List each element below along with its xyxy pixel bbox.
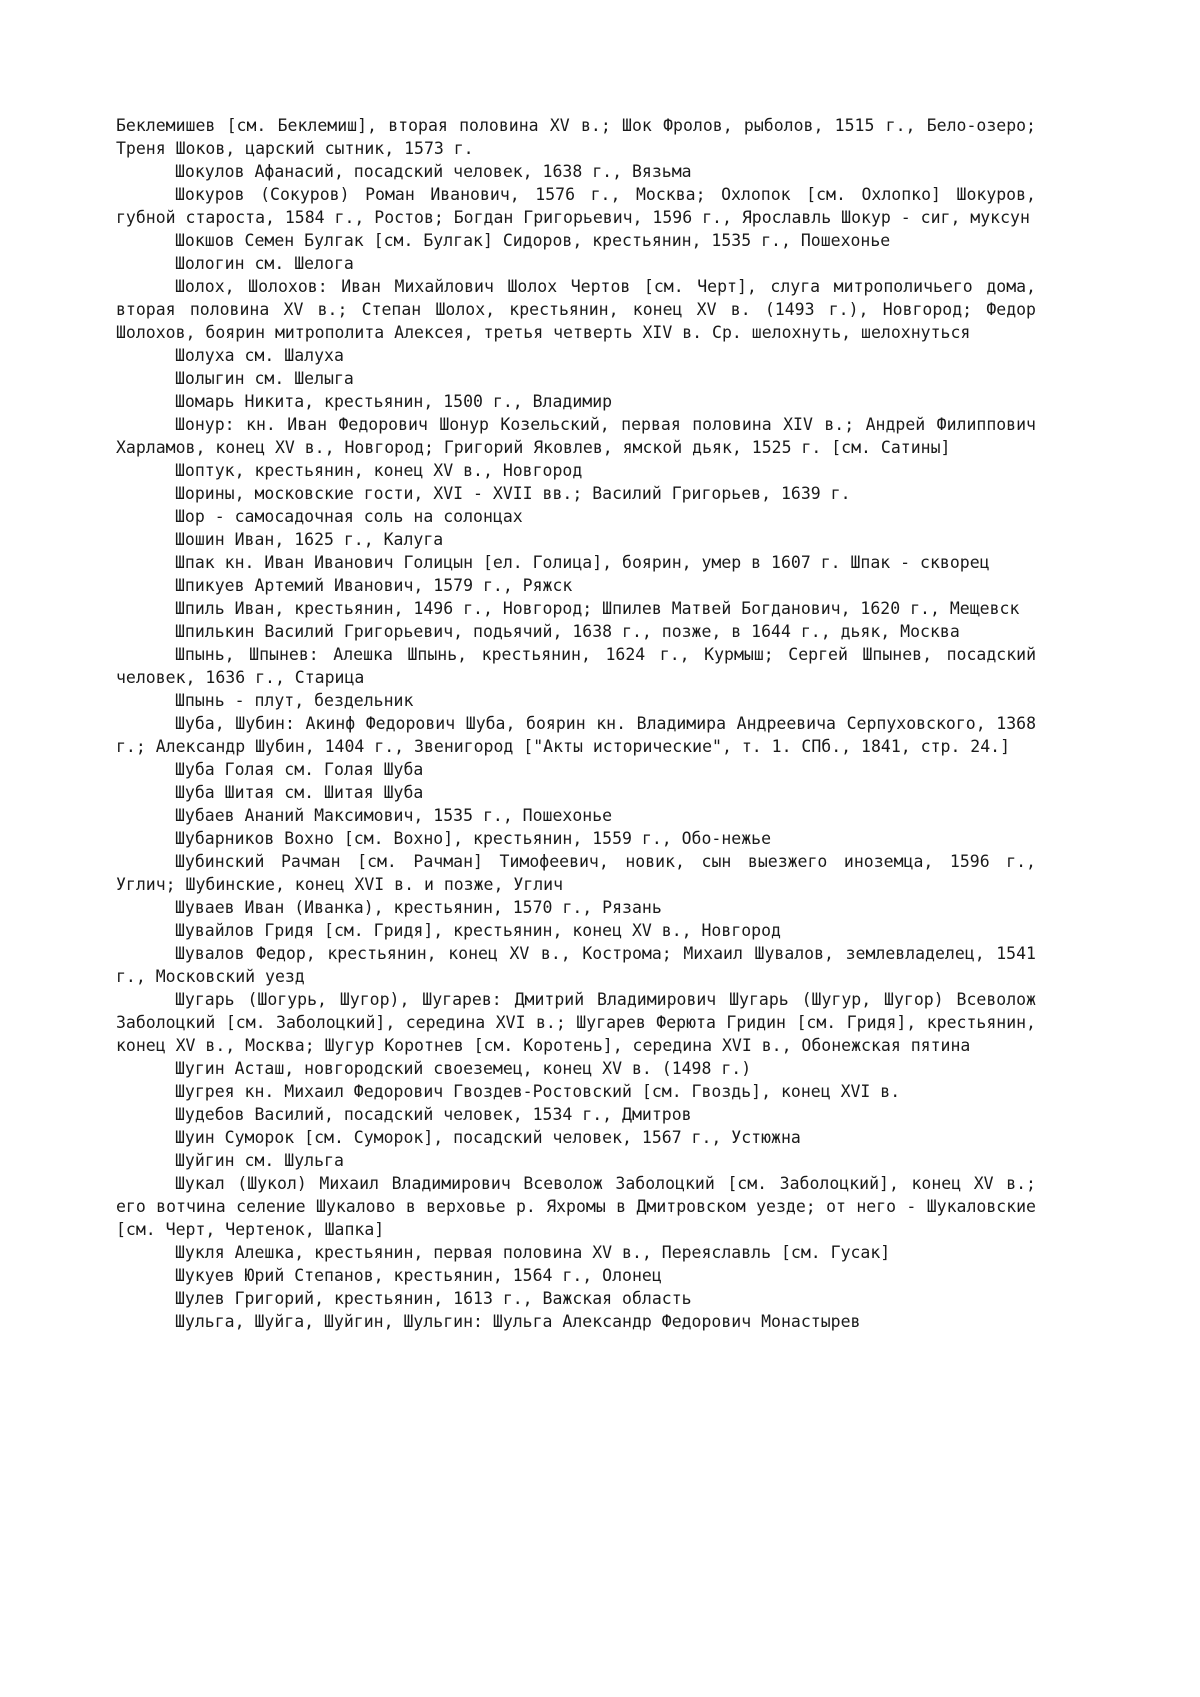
document-page xyxy=(116,114,1036,1333)
entry-text: Шпикуев Артемий Иванович, 1579 г., Ряжск xyxy=(175,576,573,595)
entry-text: Шулев Григорий, крестьянин, 1613 г., Важская область xyxy=(175,1289,692,1308)
entry-text: Шубарников Вохно [см. Вохно], крестьянин, 1559 г., Обо-нежье xyxy=(175,829,772,848)
entry-text: Шонур: кн. Иван Федорович Шонур Козельский, первая половина XIV в.; Андрей Филиппович Харламов, конец XV в., Новгород; Григорий Яковлев, ямской дьяк, 1525 г. [см. Сатины] xyxy=(116,415,1036,457)
entry-text: Шукля Алешка, крестьянин, первая половина XV в., Переяславль [см. Гусак] xyxy=(175,1243,891,1262)
entry-text: Шокуров (Сокуров) Роман Иванович, 1576 г., Москва; Охлопок [см. Охлопко] Шокуров, губной староста, 1584 г., Ростов; Богдан Григорьевич, 1596 г., Ярославль Шокур - сиг, муксун xyxy=(116,185,1036,227)
entry-text: Шолох, Шолохов: Иван Михайлович Шолох Чертов [см. Черт], слуга митрополичьего дома, вторая половина XV в.; Степан Шолох, крестьянин, конец XV в. (1493 г.), Новгород; Федор Шолохов, боярин митрополита Алексея, третья четверть XIV в. Ср. шелохнуть, шелохнуться xyxy=(116,277,1036,342)
entry-text: Шорины, московские гости, XVI - XVII вв.; Василий Григорьев, 1639 г. xyxy=(175,484,851,503)
entry-text: Шугин Асташ, новгородский своеземец, конец XV в. (1498 г.) xyxy=(175,1059,752,1078)
entry-text: Шуваев Иван (Иванка), крестьянин, 1570 г., Рязань xyxy=(175,898,662,917)
entry-text: Шуба, Шубин: Акинф Федорович Шуба, боярин кн. Владимира Андреевича Серпуховского, 1368 г.; Александр Шубин, 1404 г., Звенигород ["Акты исторические", т. 1. СПб., 1841, стр. 24.] xyxy=(116,714,1036,756)
entry-text: Шульга, Шуйга, Шуйгин, Шульгин: Шульга Александр Федорович Монастырев xyxy=(175,1312,861,1331)
entry-text: Шологин см. Шелога xyxy=(175,254,354,273)
entry-text: Шокулов Афанасий, посадский человек, 1638 г., Вязьма xyxy=(175,162,692,181)
entry-text: Шор - самосадочная соль на солонцах xyxy=(175,507,523,526)
entry-text: Шугарь (Шогурь, Шугор), Шугарев: Дмитрий Владимирович Шугарь (Шугур, Шугор) Всеволож Заболоцкий [см. Заболоцкий], середина XVI в.; Шугарев Ферюта Гридин [см. Гридя], крестьянин, конец XV в., Москва; Шугур Коротнев [см. Коротень], середина XVI в., Обонежская пятина xyxy=(116,990,1036,1055)
entry-text: Шоптук, крестьянин, конец XV в., Новгород xyxy=(175,461,583,480)
entry-text: Шуба Голая см. Голая Шуба xyxy=(175,760,424,779)
entry-text: Шпынь, Шпынев: Алешка Шпынь, крестьянин, 1624 г., Курмыш; Сергей Шпынев, посадский человек, 1636 г., Старица xyxy=(116,645,1036,687)
entry-text: Шуйгин см. Шульга xyxy=(175,1151,344,1170)
entry-text: Шубинский Рачман [см. Рачман] Тимофеевич, новик, сын выезжего иноземца, 1596 г., Углич; Шубинские, конец XVI в. и позже, Углич xyxy=(116,852,1036,894)
entry-text: Шошин Иван, 1625 г., Калуга xyxy=(175,530,444,549)
entry-text: Шокшов Семен Булгак [см. Булгак] Сидоров, крестьянин, 1535 г., Пошехонье xyxy=(175,231,891,250)
entry-text: Шукуев Юрий Степанов, крестьянин, 1564 г., Олонец xyxy=(175,1266,662,1285)
entry-text: Шуин Суморок [см. Суморок], посадский человек, 1567 г., Устюжна xyxy=(175,1128,801,1147)
entry-text: Шпынь - плут, бездельник xyxy=(175,691,414,710)
entry-text: Беклемишев [см. Беклемиш], вторая половина XV в.; Шок Фролов, рыболов, 1515 г., Бело-озеро; Треня Шоков, царский сытник, 1573 г. xyxy=(116,116,1036,158)
entry-text: Шувайлов Гридя [см. Гридя], крестьянин, конец XV в., Новгород xyxy=(175,921,781,940)
entry-text: Шолуха см. Шалуха xyxy=(175,346,344,365)
entry-text: Шубаев Ананий Максимович, 1535 г., Пошехонье xyxy=(175,806,613,825)
entry-text: Шувалов Федор, крестьянин, конец XV в., Кострома; Михаил Шувалов, землевладелец, 1541 г., Московский уезд xyxy=(116,944,1036,986)
entry-text: Шпак кн. Иван Иванович Голицын [ел. Голица], боярин, умер в 1607 г. Шпак - скворец xyxy=(175,553,990,572)
entry-text: Шомарь Никита, крестьянин, 1500 г., Владимир xyxy=(175,392,613,411)
entry-text: Шпиль Иван, крестьянин, 1496 г., Новгород; Шпилев Матвей Богданович, 1620 г., Мещевск xyxy=(175,599,1020,618)
entry-text: Шуба Шитая см. Шитая Шуба xyxy=(175,783,424,802)
entry-text: Шпилькин Василий Григорьевич, подьячий, 1638 г., позже, в 1644 г., дьяк, Москва xyxy=(175,622,960,641)
entry-text: Шукал (Шукол) Михаил Владимирович Всеволож Заболоцкий [см. Заболоцкий], конец XV в.; его вотчина селение Шукалово в верховье р. Яхромы в Дмитровском уезде; от него - Шукаловские [см. Черт, Чертенок, Шапка] xyxy=(116,1174,1036,1239)
entry-text: Шолыгин см. Шелыга xyxy=(175,369,354,388)
entry-text: Шугрея кн. Михаил Федорович Гвоздев-Ростовский [см. Гвоздь], конец XVI в. xyxy=(175,1082,901,1101)
entry-text: Шудебов Василий, посадский человек, 1534 г., Дмитров xyxy=(175,1105,692,1124)
